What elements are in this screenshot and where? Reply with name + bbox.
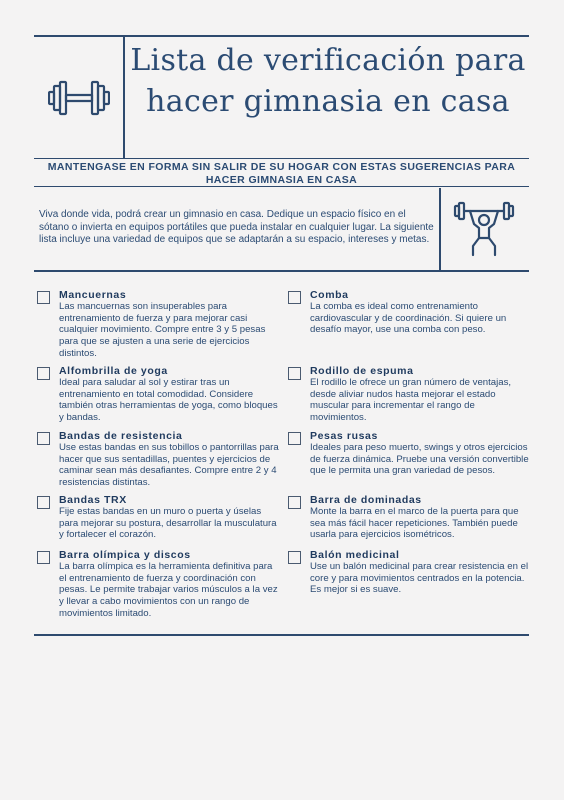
dumbbell-icon bbox=[48, 80, 110, 116]
checkbox[interactable] bbox=[288, 432, 301, 445]
checkbox[interactable] bbox=[37, 291, 50, 304]
weightlifter-icon bbox=[453, 200, 515, 258]
item-description: Fije estas bandas en un muro o puerta y úselas para mejorar su postura, desarrollar la musculatura y fortalecer el corazón. bbox=[59, 506, 277, 541]
page-title: Lista de verificación para hacer gimnasia en casa bbox=[130, 43, 526, 119]
item-title: Comba bbox=[310, 289, 349, 301]
intro-divider bbox=[439, 188, 441, 270]
item-description: La barra olímpica es la herramienta definitiva para el entrenamiento de fuerza y coordinación con pesas. Le permite trabajar varios músculos a la vez y llevar a cabo movimientos con un rango de movimientos limitado. bbox=[59, 561, 278, 619]
checkbox[interactable] bbox=[288, 496, 301, 509]
checkbox[interactable] bbox=[37, 551, 50, 564]
item-description: Use estas bandas en sus tobillos o pantorrillas para hacer que sus sentadillas, puentes y ejercicios de caminar sean más desafiantes. Compre entre 2 y 4 resistencias distintas. bbox=[59, 442, 279, 489]
checkbox[interactable] bbox=[37, 367, 50, 380]
intro-section bbox=[34, 188, 529, 270]
item-description: Use un balón medicinal para crear resistencia en el core y para movimientos centrados en la potencia. Es mejor si es suave. bbox=[310, 561, 529, 596]
item-description: Monte la barra en el marco de la puerta para que sea más fácil hacer repeticiones. También puede usarla para ejercicios isométricos. bbox=[310, 506, 519, 541]
intro-text: Viva donde vida, podrá crear un gimnasio en casa. Dedique un espacio físico en el sótano o invierta en equipos portátiles que pueda instalar en cualquier lugar. La siguiente lista incluye una variedad de equipos que se adaptarán a su espacio, intereses y metas. bbox=[39, 209, 434, 245]
item-title: Mancuernas bbox=[59, 289, 127, 301]
item-description: Ideales para peso muerto, swings y otros ejercicios de fuerza dinámica. Pruebe una versión convertible que le permita una gran variedad de pesos. bbox=[310, 442, 529, 477]
header-bottom-rule bbox=[34, 158, 529, 159]
item-description: Las mancuernas son insuperables para entrenamiento de fuerza y para mejorar casi cualquier movimiento. Compre entre 3 y 5 pesas para que se ajusten a una serie de ejercicios distintos. bbox=[59, 301, 266, 359]
item-title: Barra de dominadas bbox=[310, 494, 422, 506]
item-title: Pesas rusas bbox=[310, 430, 378, 442]
item-description: La comba es ideal como entrenamiento cardiovascular y de coordinación. Si quiere un desafío mayor, use una comba con peso. bbox=[310, 301, 507, 336]
checkbox[interactable] bbox=[288, 291, 301, 304]
header bbox=[34, 36, 529, 158]
header-divider bbox=[123, 36, 125, 158]
intro-bottom-rule bbox=[34, 270, 529, 272]
item-title: Rodillo de espuma bbox=[310, 365, 414, 377]
item-title: Alfombrilla de yoga bbox=[59, 365, 168, 377]
item-title: Bandas TRX bbox=[59, 494, 127, 506]
item-title: Bandas de resistencia bbox=[59, 430, 183, 442]
bottom-rule bbox=[34, 634, 529, 636]
item-title: Balón medicinal bbox=[310, 549, 400, 561]
checkbox[interactable] bbox=[37, 496, 50, 509]
checkbox[interactable] bbox=[288, 367, 301, 380]
checkbox[interactable] bbox=[288, 551, 301, 564]
item-title: Barra olímpica y discos bbox=[59, 549, 191, 561]
checkbox[interactable] bbox=[37, 432, 50, 445]
item-description: El rodillo le ofrece un gran número de ventajas, desde aliviar nudos hasta mejorar el estado muscular para incrementar el rango de movimientos. bbox=[310, 377, 512, 424]
subtitle: MANTENGASE EN FORMA SIN SALIR DE SU HOGAR CON ESTAS SUGERENCIAS PARA HACER GIMNASIA EN CASA bbox=[47, 161, 516, 186]
item-description: Ideal para saludar al sol y estirar tras un entrenamiento en total comodidad. Considere también otras herramientas de yoga, como bloques y bandas. bbox=[59, 377, 278, 424]
